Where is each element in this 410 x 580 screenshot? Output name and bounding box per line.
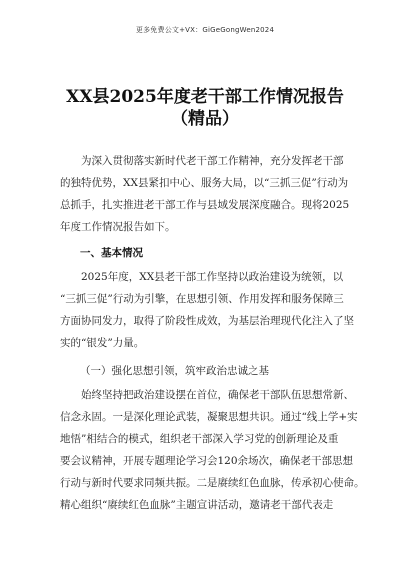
subsection1-paragraph — [60, 384, 365, 516]
header-note: 更多免费公文+VX：GiGeGongWen2024 — [135, 26, 275, 34]
section1-paragraph — [60, 266, 354, 354]
intro-line: 年度工作情况报告如下。 — [60, 221, 176, 233]
subsection-heading: （一）强化思想引领，筑牢政治忠诚之基 — [80, 365, 269, 377]
section1-line: 实的“银发”力量。 — [60, 337, 145, 349]
subsection1-line: 始终坚持把政治建设摆在首位，确保老干部队伍思想常新、 — [81, 389, 354, 401]
subsection1-line: 信念永固。一是深化理论武装，凝聚思想共识。通过“线上学+实 — [60, 411, 358, 423]
subsection1-line: 行动与新时代要求同频共振。二是赓续红色血脉，传承初心使命。 — [60, 477, 365, 489]
section-heading: 一、基本情况 — [80, 247, 143, 259]
subsection1-line: 要会议精神，开展专题理论学习会120余场次，确保老干部思想 — [60, 455, 354, 467]
intro-line: 总抓手，扎实推进老干部工作与县域发展深度融合。现将2025 — [60, 199, 350, 211]
section1-line: “三抓三促”行动为引擎，在思想引领、作用发挥和服务保障三 — [60, 293, 344, 305]
title-line-2: （精品） — [171, 109, 239, 129]
section1-line: 2025年度，XX县老干部工作坚持以政治建设为统领，以 — [81, 271, 344, 283]
document-title — [40, 86, 370, 130]
title-line-1: XX县2025年度老干部工作情况报告 — [66, 87, 344, 107]
subsection1-line: 精心组织“赓续红色血脉”主题宣讲活动，邀请老干部代表走 — [60, 499, 334, 511]
section1-line: 方面协同发力，取得了阶段性成效，为基层治理现代化注入了坚 — [60, 315, 354, 327]
intro-paragraph — [60, 150, 350, 238]
subsection1-line: 地悟”相结合的模式，组织老干部深入学习党的创新理论及重 — [60, 433, 339, 445]
intro-line: 为深入贯彻落实新时代老干部工作精神，充分发挥老干部 — [81, 155, 344, 167]
intro-line: 的独特优势，XX县紧扣中心、服务大局，以“三抓三促”行动为 — [60, 177, 349, 189]
